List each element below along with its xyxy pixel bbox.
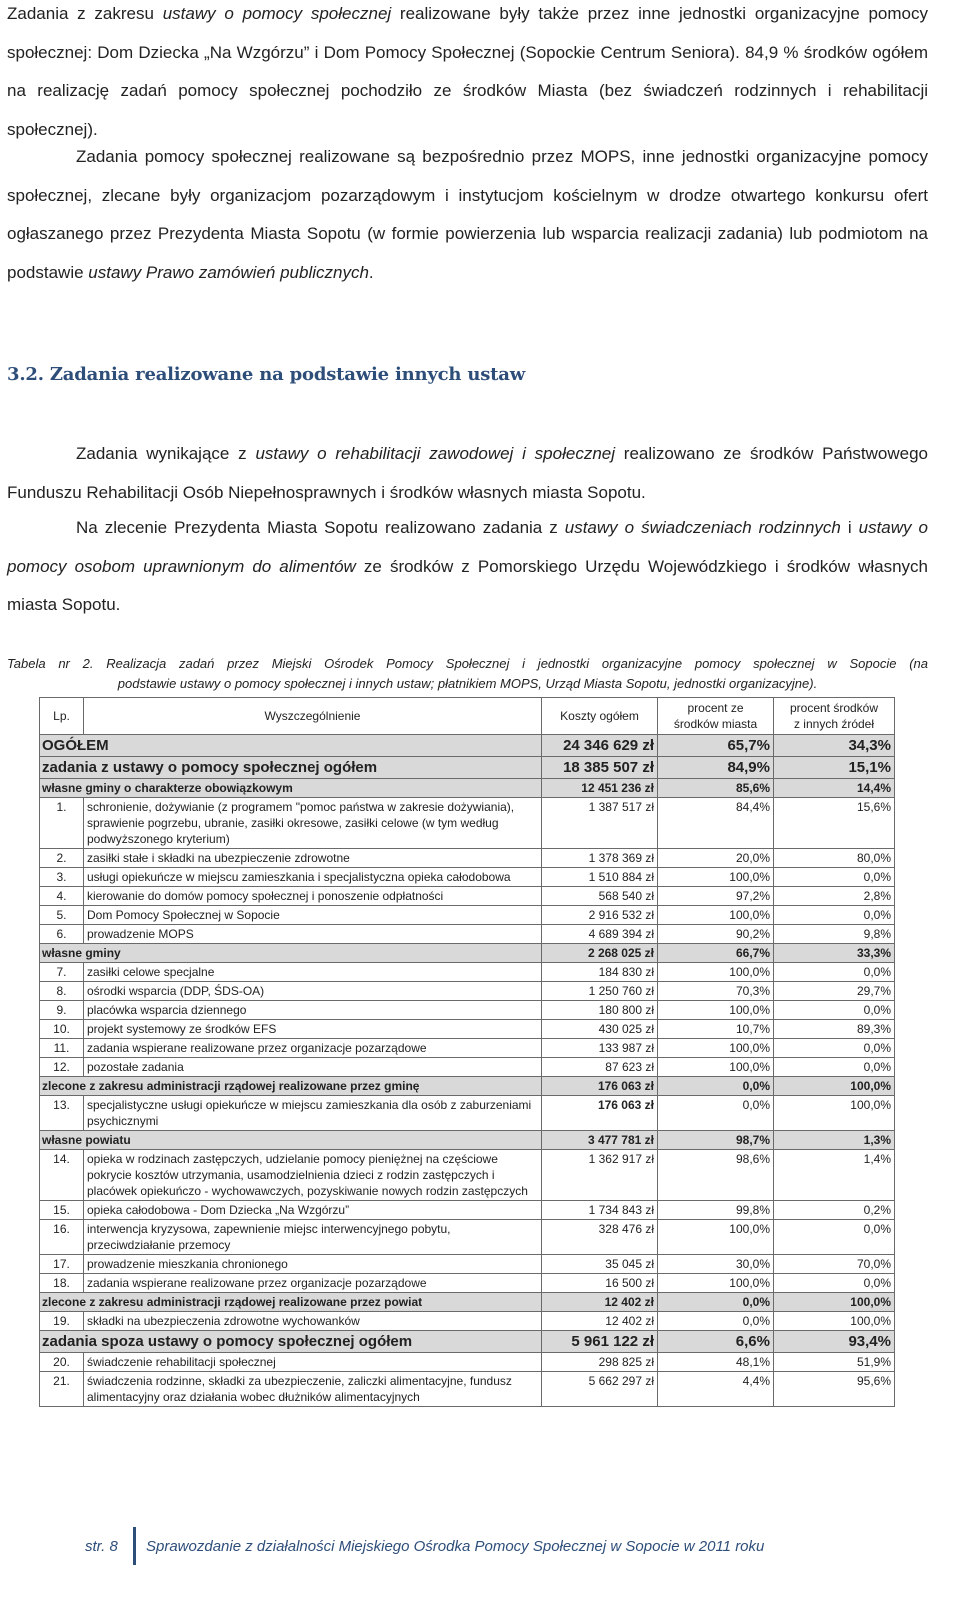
row-city-percent: 85,6% (658, 779, 774, 798)
row-other-percent: 0,0% (774, 868, 895, 887)
row-other-percent: 0,2% (774, 1201, 895, 1220)
row-cost: 133 987 zł (542, 1039, 658, 1058)
section-label: OGÓŁEM (40, 735, 542, 757)
row-other-percent: 14,4% (774, 779, 895, 798)
row-other-percent: 0,0% (774, 906, 895, 925)
row-cost: 24 346 629 zł (542, 735, 658, 757)
paragraph-tasks (7, 138, 928, 292)
row-cost: 87 623 zł (542, 1058, 658, 1077)
row-other-percent: 33,3% (774, 944, 895, 963)
row-number: 11. (40, 1039, 84, 1058)
row-cost: 5 662 297 zł (542, 1372, 658, 1407)
row-cost: 176 063 zł (542, 1077, 658, 1096)
table-row (40, 1150, 895, 1201)
row-city-percent: 65,7% (658, 735, 774, 757)
table-row (40, 1274, 895, 1293)
row-cost: 430 025 zł (542, 1020, 658, 1039)
text-run: Zadania z zakresu (7, 4, 163, 23)
section-label: własne gminy o charakterze obowiązkowym (40, 779, 542, 798)
row-city-percent: 70,3% (658, 982, 774, 1001)
row-city-percent: 100,0% (658, 963, 774, 982)
row-number: 2. (40, 849, 84, 868)
row-description: zasiłki celowe specjalne (84, 963, 542, 982)
row-other-percent: 15,6% (774, 798, 895, 849)
row-number: 15. (40, 1201, 84, 1220)
row-cost: 180 800 zł (542, 1001, 658, 1020)
row-other-percent: 93,4% (774, 1331, 895, 1353)
table-section-row (40, 1331, 895, 1353)
row-other-percent: 0,0% (774, 1039, 895, 1058)
row-city-percent: 20,0% (658, 849, 774, 868)
table-section-row (40, 757, 895, 779)
footer-divider (133, 1527, 136, 1565)
paragraph-intro (7, 0, 928, 149)
row-number: 10. (40, 1020, 84, 1039)
row-other-percent: 0,0% (774, 1001, 895, 1020)
row-other-percent: 51,9% (774, 1353, 895, 1372)
row-description: usługi opiekuńcze w miejscu zamieszkania i specjalistyczna opieka całodobowa (84, 868, 542, 887)
row-cost: 1 510 884 zł (542, 868, 658, 887)
section-label: zlecone z zakresu administracji rządowej realizowane przez powiat (40, 1293, 542, 1312)
row-cost: 12 402 zł (542, 1293, 658, 1312)
table-section-row (40, 735, 895, 757)
row-city-percent: 98,7% (658, 1131, 774, 1150)
row-number: 16. (40, 1220, 84, 1255)
row-description: zadania wspierane realizowane przez organizacje pozarządowe (84, 1274, 542, 1293)
row-description: Dom Pomocy Społecznej w Sopocie (84, 906, 542, 925)
row-other-percent: 0,0% (774, 963, 895, 982)
table-section-row (40, 1131, 895, 1150)
row-other-percent: 100,0% (774, 1312, 895, 1331)
row-other-percent: 9,8% (774, 925, 895, 944)
table-body (40, 735, 895, 1407)
section-label: zlecone z zakresu administracji rządowej realizowane przez gminę (40, 1077, 542, 1096)
table-row (40, 963, 895, 982)
table-section-row (40, 944, 895, 963)
row-description: zadania wspierane realizowane przez organizacje pozarządowe (84, 1039, 542, 1058)
row-number: 4. (40, 887, 84, 906)
row-city-percent: 98,6% (658, 1150, 774, 1201)
row-number: 1. (40, 798, 84, 849)
paragraph-family-benefits (7, 509, 928, 625)
row-cost: 3 477 781 zł (542, 1131, 658, 1150)
row-number: 14. (40, 1150, 84, 1201)
table-section-row (40, 1077, 895, 1096)
table-row (40, 925, 895, 944)
table-row (40, 1039, 895, 1058)
row-number: 7. (40, 963, 84, 982)
row-description: opieka całodobowa - Dom Dziecka „Na Wzgórzu” (84, 1201, 542, 1220)
italic-act-name: ustawy o pomocy osobom uprawnionym do alimentów (7, 518, 928, 576)
row-cost: 2 268 025 zł (542, 944, 658, 963)
row-description: składki na ubezpieczenia zdrowotne wychowanków (84, 1312, 542, 1331)
row-city-percent: 0,0% (658, 1096, 774, 1131)
caption-line: Tabela nr 2. Realizacja zadań przez Miejski Ośrodek Pomocy Społecznej i jednostki organizacyjne pomocy społecznej w Sopocie (na (7, 656, 928, 671)
row-cost: 16 500 zł (542, 1274, 658, 1293)
row-description: kierowanie do domów pomocy społecznej i ponoszenie odpłatności (84, 887, 542, 906)
row-city-percent: 90,2% (658, 925, 774, 944)
row-number: 13. (40, 1096, 84, 1131)
row-description: placówka wsparcia dziennego (84, 1001, 542, 1020)
table-row (40, 1353, 895, 1372)
row-number: 19. (40, 1312, 84, 1331)
row-city-percent: 100,0% (658, 1220, 774, 1255)
header-description: Wyszczególnienie (84, 698, 542, 735)
row-city-percent: 0,0% (658, 1077, 774, 1096)
row-other-percent: 95,6% (774, 1372, 895, 1407)
row-cost: 568 540 zł (542, 887, 658, 906)
row-description: zasiłki stałe i składki na ubezpieczenie zdrowotne (84, 849, 542, 868)
table-row (40, 1372, 895, 1407)
row-city-percent: 99,8% (658, 1201, 774, 1220)
row-description: projekt systemowy ze środków EFS (84, 1020, 542, 1039)
section-label: własne powiatu (40, 1131, 542, 1150)
page-footer (85, 1526, 925, 1566)
row-cost: 176 063 zł (542, 1096, 658, 1131)
table-row (40, 1201, 895, 1220)
italic-act-name: ustawy o świadczeniach rodzinnych (564, 518, 841, 537)
row-cost: 1 387 517 zł (542, 798, 658, 849)
text-run: i (840, 518, 859, 537)
row-city-percent: 66,7% (658, 944, 774, 963)
row-other-percent: 1,3% (774, 1131, 895, 1150)
row-city-percent: 100,0% (658, 1001, 774, 1020)
row-city-percent: 48,1% (658, 1353, 774, 1372)
row-description: opieka w rodzinach zastępczych, udzielanie pomocy pieniężnej na częściowe pokrycie kosztów utrzymania, usamodzielnienia dzieci z rodzin zastępczych i placówek opiekuńczo - wychowawczych, pozyskiwanie nowych rodzin zastępczych (84, 1150, 542, 1201)
header-line: środków miasta (673, 717, 758, 731)
row-description: interwencja kryzysowa, zapewnienie miejsc interwencyjnego pobytu, przeciwdziałanie przemocy (84, 1220, 542, 1255)
row-cost: 1 734 843 zł (542, 1201, 658, 1220)
header-city-percent (658, 698, 774, 735)
row-other-percent: 2,8% (774, 887, 895, 906)
section-label: zadania spoza ustawy o pomocy społecznej ogółem (40, 1331, 542, 1353)
row-city-percent: 100,0% (658, 1039, 774, 1058)
table-row (40, 798, 895, 849)
row-city-percent: 100,0% (658, 1274, 774, 1293)
row-number: 5. (40, 906, 84, 925)
table-row (40, 982, 895, 1001)
table-row (40, 868, 895, 887)
section-label: zadania z ustawy o pomocy społecznej ogółem (40, 757, 542, 779)
row-other-percent: 34,3% (774, 735, 895, 757)
header-line: procent ze (687, 701, 744, 715)
row-cost: 12 402 zł (542, 1312, 658, 1331)
row-number: 9. (40, 1001, 84, 1020)
row-cost: 1 362 917 zł (542, 1150, 658, 1201)
row-city-percent: 97,2% (658, 887, 774, 906)
row-other-percent: 89,3% (774, 1020, 895, 1039)
row-other-percent: 80,0% (774, 849, 895, 868)
row-number: 3. (40, 868, 84, 887)
text-run: ze środków z Pomorskiego Urzędu Wojewódzkiego i środków własnych miasta Sopotu. (7, 556, 928, 614)
row-description: pozostałe zadania (84, 1058, 542, 1077)
row-description: świadczenie rehabilitacji społecznej (84, 1353, 542, 1372)
row-city-percent: 84,4% (658, 798, 774, 849)
header-other-percent (774, 698, 895, 735)
row-number: 17. (40, 1255, 84, 1274)
row-city-percent: 100,0% (658, 1058, 774, 1077)
row-other-percent: 100,0% (774, 1077, 895, 1096)
table-caption (7, 654, 928, 694)
row-other-percent: 70,0% (774, 1255, 895, 1274)
tasks-table (39, 697, 895, 1407)
table-row (40, 906, 895, 925)
row-cost: 5 961 122 zł (542, 1331, 658, 1353)
row-other-percent: 0,0% (774, 1220, 895, 1255)
table-row (40, 1220, 895, 1255)
table-row (40, 1255, 895, 1274)
text-run: realizowane były także przez inne jednostki organizacyjne pomocy społecznej: Dom Dziecka „Na Wzgórzu” i Dom Pomocy Społecznej (Sopockie Centrum Seniora). 84,9 % środków ogółem na realizację zadań pomocy społecznej pochodziło ze środków Miasta (bez świadczeń rodzinnych i rehabilitacji społecznej). (7, 4, 928, 139)
table-row (40, 887, 895, 906)
row-number: 21. (40, 1372, 84, 1407)
header-lp: Lp. (40, 698, 84, 735)
section-label: własne gminy (40, 944, 542, 963)
row-number: 20. (40, 1353, 84, 1372)
row-other-percent: 15,1% (774, 757, 895, 779)
row-city-percent: 100,0% (658, 868, 774, 887)
table-section-row (40, 1293, 895, 1312)
paragraph-rehabilitation (7, 435, 928, 512)
row-cost: 18 385 507 zł (542, 757, 658, 779)
row-cost: 184 830 zł (542, 963, 658, 982)
row-city-percent: 4,4% (658, 1372, 774, 1407)
header-line: procent środków (789, 701, 879, 715)
row-city-percent: 10,7% (658, 1020, 774, 1039)
text-run: Na zlecenie Prezydenta Miasta Sopotu realizowano zadania z (76, 518, 565, 537)
row-cost: 298 825 zł (542, 1353, 658, 1372)
row-number: 8. (40, 982, 84, 1001)
text-run: Zadania pomocy społecznej realizowane są bezpośrednio przez MOPS, inne jednostki organizacyjne pomocy społecznej, zlecane były organizacjom pozarządowym i instytucjom kościelnym w drodze otwartego konkursu ofert ogłaszanego przez Prezydenta Miasta Sopotu (w formie powierzenia lub wsparcia realizacji zadania) lub podmiotom na podstawie (7, 147, 928, 282)
table-row (40, 849, 895, 868)
row-other-percent: 0,0% (774, 1274, 895, 1293)
footer-title: Sprawozdanie z działalności Miejskiego Ośrodka Pomocy Społecznej w Sopocie w 2011 roku (146, 1537, 765, 1555)
row-cost: 4 689 394 zł (542, 925, 658, 944)
row-city-percent: 84,9% (658, 757, 774, 779)
section-heading: 3.2. Zadania realizowane na podstawie innych ustaw (7, 364, 526, 385)
row-cost: 328 476 zł (542, 1220, 658, 1255)
row-other-percent: 0,0% (774, 1058, 895, 1077)
row-other-percent: 29,7% (774, 982, 895, 1001)
row-cost: 2 916 532 zł (542, 906, 658, 925)
row-number: 12. (40, 1058, 84, 1077)
row-cost: 35 045 zł (542, 1255, 658, 1274)
table-row (40, 1058, 895, 1077)
table-row (40, 1001, 895, 1020)
table-row (40, 1312, 895, 1331)
table-header-row (40, 698, 895, 735)
row-description: świadczenia rodzinne, składki za ubezpieczenie, zaliczki alimentacyjne, fundusz alimentacyjny oraz działania wobec dłużników alimentacyjnych (84, 1372, 542, 1407)
row-description: ośrodki wsparcia (DDP, ŚDS-OA) (84, 982, 542, 1001)
row-number: 6. (40, 925, 84, 944)
row-city-percent: 30,0% (658, 1255, 774, 1274)
header-cost: Koszty ogółem (542, 698, 658, 735)
row-city-percent: 0,0% (658, 1312, 774, 1331)
row-description: prowadzenie mieszkania chronionego (84, 1255, 542, 1274)
row-cost: 12 451 236 zł (542, 779, 658, 798)
table-row (40, 1096, 895, 1131)
page-number: str. 8 (85, 1537, 118, 1555)
text-run: realizowano ze środków Państwowego Funduszu Rehabilitacji Osób Niepełnosprawnych i środków własnych miasta Sopotu. (7, 444, 928, 502)
table-row (40, 1020, 895, 1039)
row-city-percent: 0,0% (658, 1293, 774, 1312)
header-line: z innych źródeł (793, 717, 875, 731)
row-cost: 1 378 369 zł (542, 849, 658, 868)
table-section-row (40, 779, 895, 798)
row-description: schronienie, dożywianie (z programem "pomoc państwa w zakresie dożywiania), sprawienie pogrzebu, ubranie, zasiłki okresowe, zasiłki celowe (w tym według podwyższonego kryterium) (84, 798, 542, 849)
row-description: specjalistyczne usługi opiekuńcze w miejscu zamieszkania dla osób z zaburzeniami psychicznymi (84, 1096, 542, 1131)
caption-line: podstawie ustawy o pomocy społecznej i innych ustaw; płatnikiem MOPS, Urząd Miasta Sopotu, jednostki organizacyjne). (117, 676, 818, 691)
row-city-percent: 100,0% (658, 906, 774, 925)
row-other-percent: 100,0% (774, 1096, 895, 1131)
row-other-percent: 1,4% (774, 1150, 895, 1201)
row-description: prowadzenie MOPS (84, 925, 542, 944)
row-city-percent: 6,6% (658, 1331, 774, 1353)
text-run: Zadania wynikające z (76, 444, 256, 463)
text-run: . (368, 262, 374, 282)
row-cost: 1 250 760 zł (542, 982, 658, 1001)
italic-act-name: ustawy o pomocy społecznej (162, 4, 392, 23)
italic-act-name: ustawy o rehabilitacji zawodowej i społecznej (255, 444, 616, 463)
italic-act-name: ustawy Prawo zamówień publicznych (88, 262, 369, 282)
row-number: 18. (40, 1274, 84, 1293)
row-other-percent: 100,0% (774, 1293, 895, 1312)
